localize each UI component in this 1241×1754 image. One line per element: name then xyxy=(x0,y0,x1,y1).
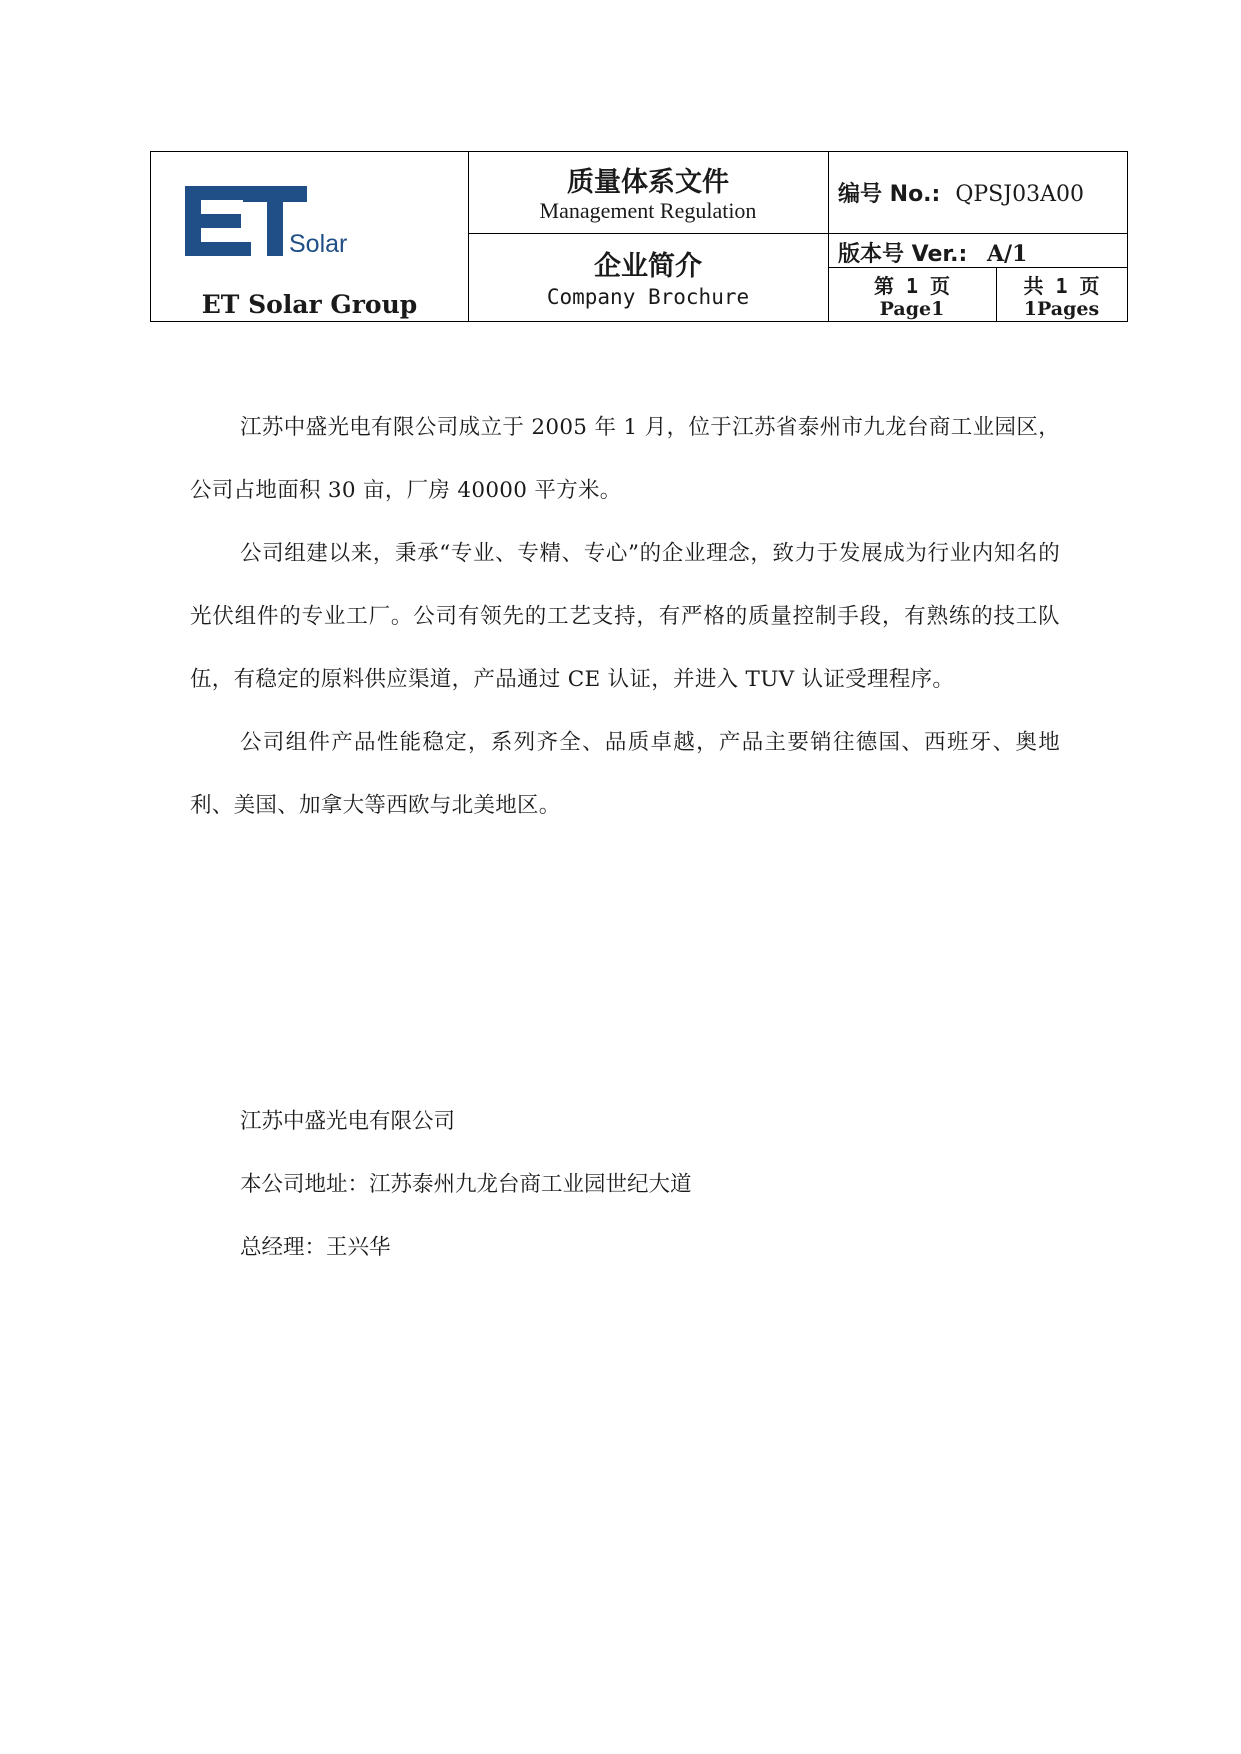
page-number-cn: 第 1 页 xyxy=(873,274,951,298)
doc-title-cn: 企业简介 xyxy=(594,251,702,282)
group-name: ET Solar Group xyxy=(201,290,418,319)
header-divider xyxy=(468,233,1127,234)
paragraph: 江苏中盛光电有限公司成立于 2005 年 1 月，位于江苏省泰州市九龙台商工业园区，公司占地面积 30 亩，厂房 40000 平方米。 xyxy=(190,415,1060,503)
doc-title-en: Company Brochure xyxy=(546,285,750,309)
paragraph: 公司组建以来，秉承“专业、专精、专心”的企业理念，致力于发展成为行业内知名的光伏组件的专业工厂。公司有领先的工艺支持，有严格的质量控制手段，有熟练的技工队伍，有稳定的原料供应渠道，产品通过 CE 认证，并进入 TUV 认证受理程序。 xyxy=(190,541,1060,692)
signature-block xyxy=(240,1090,692,1279)
document-header-table xyxy=(150,151,1128,322)
doc-number-label: 编号 No.: xyxy=(838,182,941,207)
company-name: 江苏中盛光电有限公司 xyxy=(240,1109,456,1134)
doc-version-label: 版本号 Ver.: xyxy=(838,242,968,267)
company-address: 本公司地址：江苏泰州九龙台商工业园世纪大道 xyxy=(240,1172,692,1197)
et-solar-logo xyxy=(181,178,361,268)
doc-version xyxy=(838,237,1027,268)
logo-text: Solar xyxy=(289,230,348,258)
total-pages-en: 1Pages xyxy=(1023,298,1100,320)
doc-type-cn: 质量体系文件 xyxy=(567,167,729,198)
doc-version-value: A/1 xyxy=(986,241,1028,267)
doc-number-value: QPSJ03A00 xyxy=(955,182,1084,207)
doc-number xyxy=(838,177,1084,208)
total-pages-cn: 共 1 页 xyxy=(1023,274,1100,298)
general-manager: 总经理：王兴华 xyxy=(240,1235,391,1260)
doc-type-en: Management Regulation xyxy=(539,198,757,223)
body-content xyxy=(190,396,1060,837)
paragraph: 公司组件产品性能稳定，系列齐全、品质卓越，产品主要销往德国、西班牙、奥地利、美国、加拿大等西欧与北美地区。 xyxy=(190,730,1060,818)
page-number-en: Page1 xyxy=(879,298,945,320)
